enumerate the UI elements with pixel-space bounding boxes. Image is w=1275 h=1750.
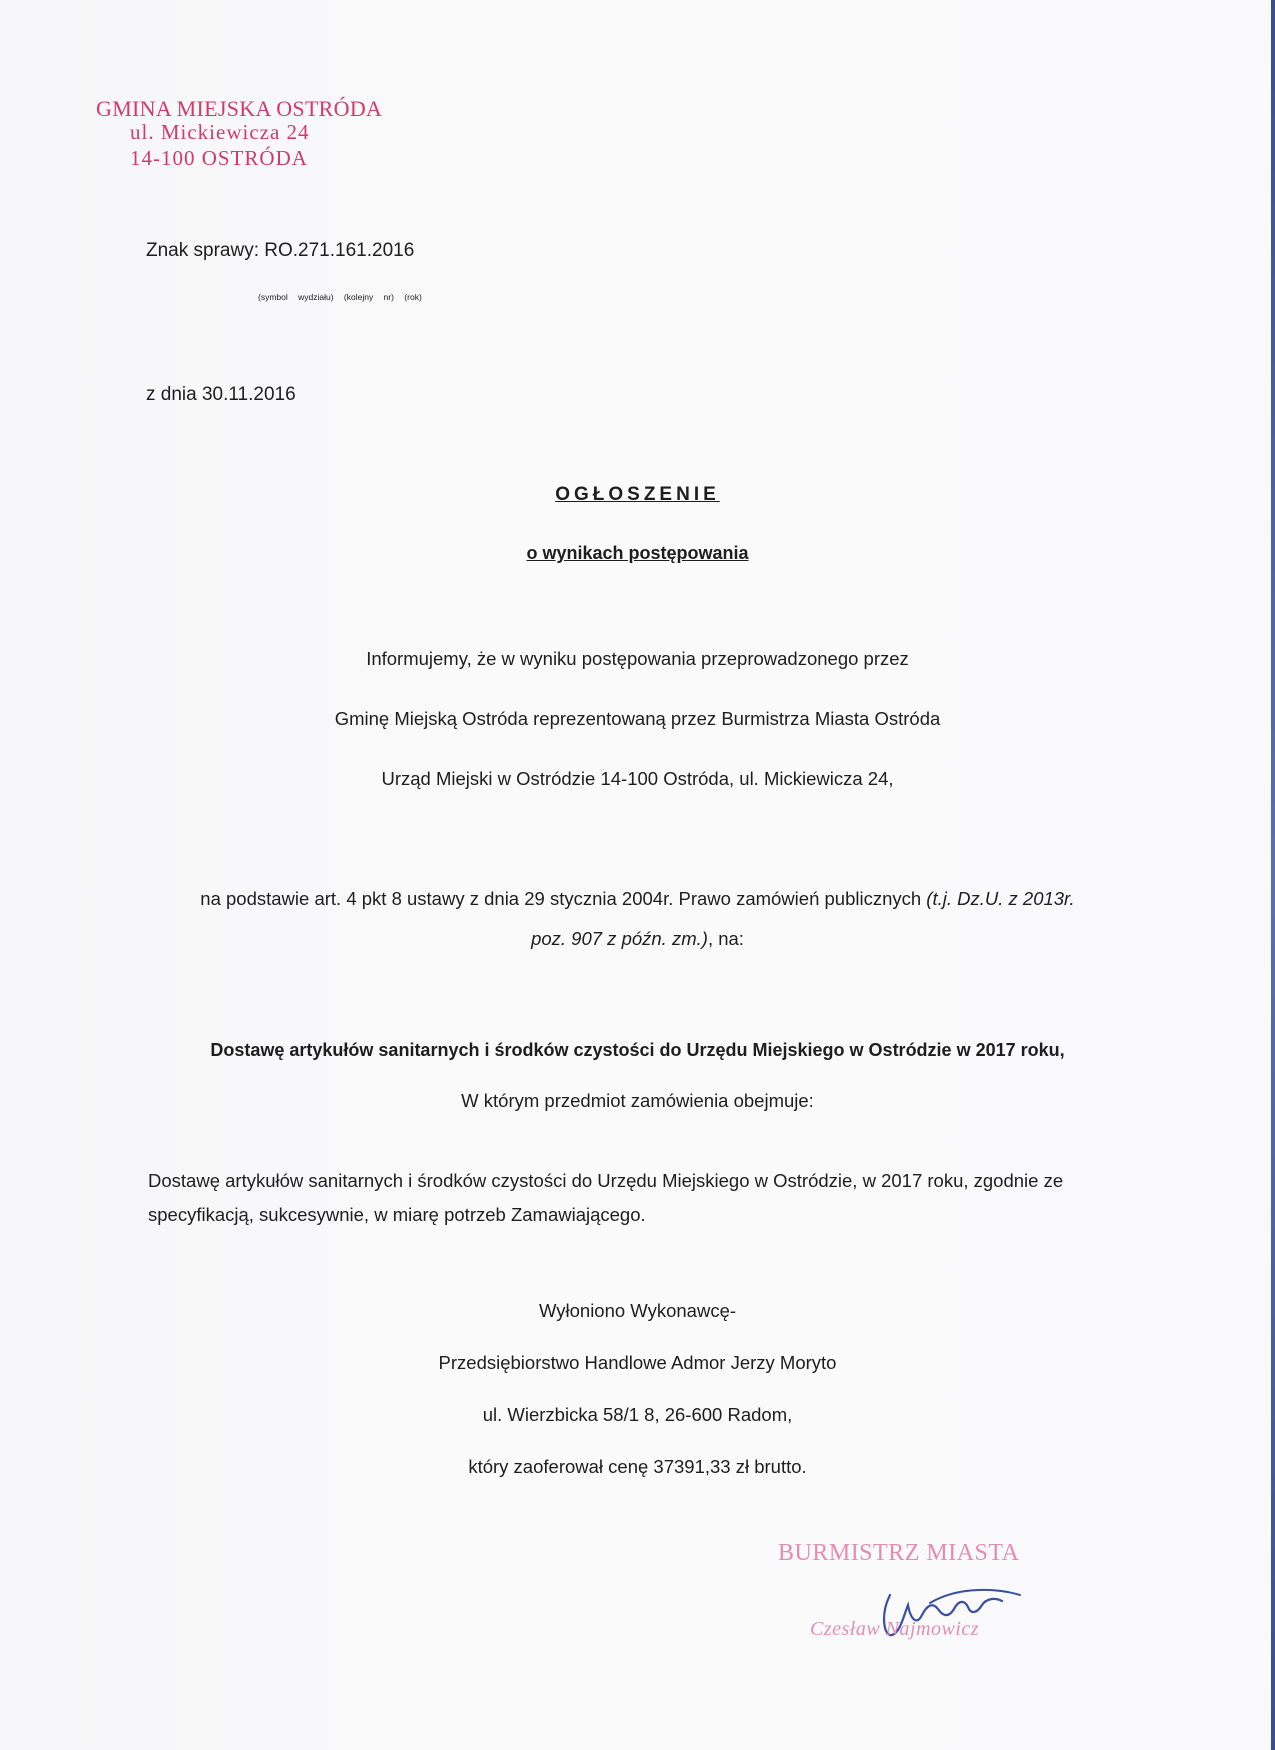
legal-basis-text: na podstawie art. 4 pkt 8 ustawy z dnia 29 stycznia 2004r. Prawo zamówień publicznych (200, 888, 927, 909)
office-stamp-street: ul. Mickiewicza 24 (130, 120, 310, 144)
mayor-stamp-name: Czesław Najmowicz (810, 1618, 980, 1640)
case-reference: Znak sprawy: RO.271.161.2016 (146, 240, 415, 261)
contract-description: Dostawę artykułów sanitarnych i środków czystości do Urzędu Miejskiego w Ostródzie, w 2017 roku, zgodnie ze specyfikacją, sukcesywnie, w miarę potrzeb Zamawiającego. (148, 1170, 1064, 1225)
winner-price: który zaoferował cenę 37391,33 zł brutto. (468, 1456, 807, 1477)
mayor-stamp-title: BURMISTRZ MIASTA (778, 1540, 1020, 1566)
document-subtitle: o wynikach postępowania (526, 543, 749, 563)
legal-basis-citation-cont: poz. 907 z późn. zm.) (531, 928, 708, 949)
office-stamp-city: 14-100 OSTRÓDA (130, 146, 308, 170)
intro-line-2: Gminę Miejską Ostróda reprezentowaną przez Burmistrza Miasta Ostróda (334, 708, 941, 729)
contract-subject: Dostawę artykułów sanitarnych i środków czystości do Urzędu Miejskiego w Ostródzie w 2017 roku, (210, 1040, 1065, 1060)
winner-company: Przedsiębiorstwo Handlowe Admor Jerzy Moryto (438, 1352, 837, 1373)
winner-heading: Wyłoniono Wykonawcę- (538, 1300, 737, 1321)
legal-basis-citation: (t.j. Dz.U. z 2013r. (926, 888, 1075, 909)
document-date: z dnia 30.11.2016 (146, 384, 296, 405)
winner-address: ul. Wierzbicka 58/1 8, 26-600 Radom, (482, 1404, 793, 1425)
scan-edge (1271, 0, 1275, 1750)
contract-scope-intro: W którym przedmiot zamówienia obejmuje: (461, 1090, 814, 1111)
legal-basis-line-1 (0, 888, 1275, 910)
legal-basis-line-2 (0, 928, 1275, 950)
intro-line-3: Urząd Miejski w Ostródzie 14-100 Ostróda, ul. Mickiewicza 24, (381, 768, 894, 789)
case-reference-legend: (symbol wydziału) (kolejny nr) (rok) (258, 292, 422, 302)
legal-basis-suffix: , na: (707, 928, 744, 949)
office-stamp-name: GMINA MIEJSKA OSTRÓDA (96, 96, 383, 121)
intro-line-1: Informujemy, że w wyniku postępowania przeprowadzonego przez (366, 648, 909, 669)
document-title: OGŁOSZENIE (555, 484, 720, 505)
